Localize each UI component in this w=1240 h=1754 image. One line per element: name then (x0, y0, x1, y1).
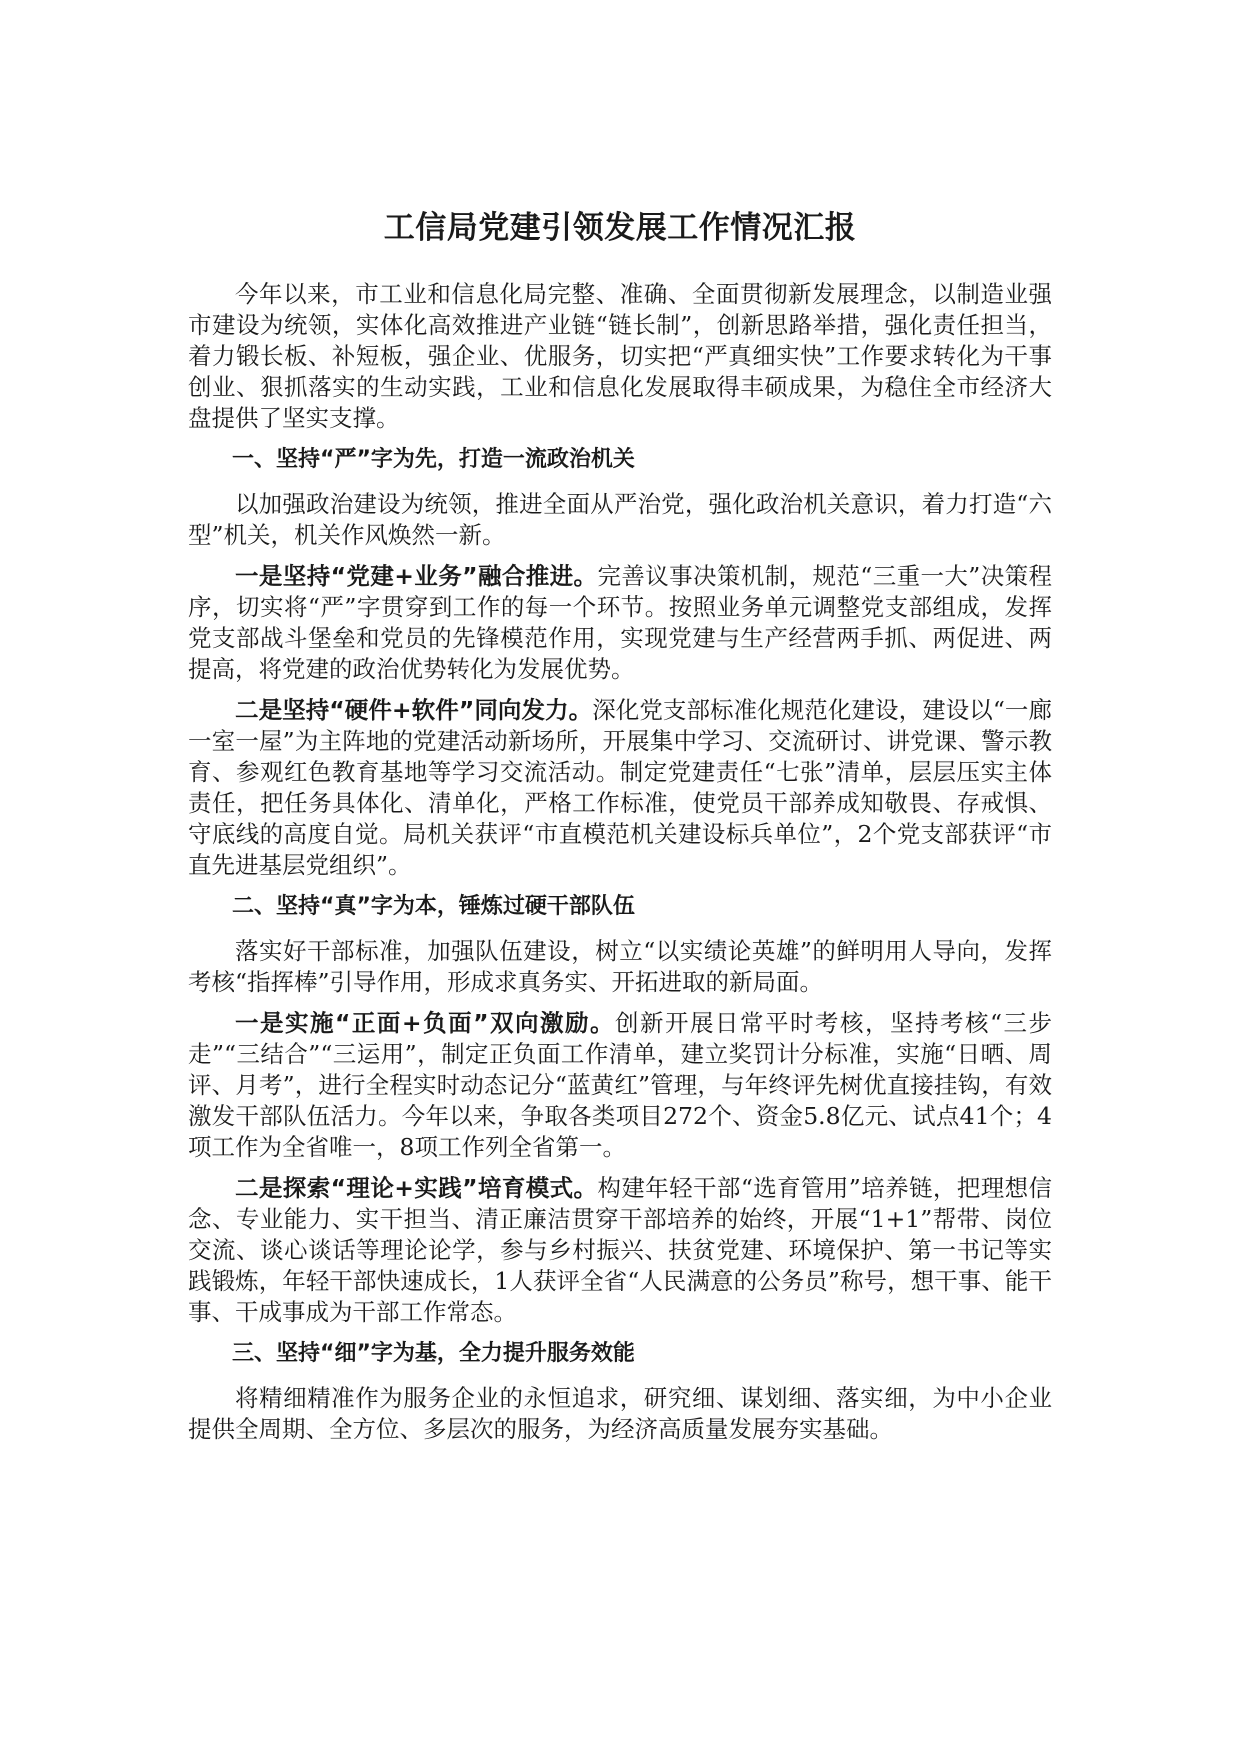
point-text: 深化党支部标准化规范化建设，建设以“一廊一室一屋”为主阵地的党建活动新场所，开展集中学习、交流研讨、讲党课、警示教育、参观红色教育基地等学习交流活动。制定党建责任“七张”清单，层层压实主体责任，把任务具体化、清单化，严格工作标准，使党员干部养成知敬畏、存戒惧、守底线的高度自觉。局机关获评“市直模范机关建设标兵单位”，2个党支部获评“市直先进基层党组织”。 (188, 696, 1052, 879)
section-summary-3: 将精细精准作为服务企业的永恒追求，研究细、谋划细、落实细，为中小企业提供全周期、全方位、多层次的服务，为经济高质量发展夯实基础。 (188, 1384, 1052, 1443)
point-text: 创新开展日常平时考核，坚持考核“三步走”“三结合”“三运用”，制定正负面工作清单，建立奖罚计分标准，实施“日晒、周评、月考”，进行全程实时动态记分“蓝黄红”管理，与年终评先树优直接挂钩，有效激发干部队伍活力。今年以来，争取各类项目272个、资金5.8亿元、试点41个；4项工作为全省唯一，8项工作列全省第一。 (188, 1009, 1052, 1161)
point-lead: 二是探索“理论+实践”培育模式。 (235, 1174, 598, 1202)
point-text: 构建年轻干部“选育管用”培养链，把理想信念、专业能力、实干担当、清正廉洁贯穿干部培养的始终，开展“1+1”帮带、岗位交流、谈心谈话等理论论学，参与乡村振兴、扶贫党建、环境保护、第一书记等实践锻炼，年轻干部快速成长，1人获评全省“人民满意的公务员”称号，想干事、能干事、干成事成为干部工作常态。 (188, 1174, 1052, 1326)
point-lead: 二是坚持“硬件+软件”同向发力。 (235, 696, 593, 724)
section-1-point-1 (188, 561, 1052, 685)
section-heading-3: 三、坚持“细”字为基，全力提升服务效能 (232, 1341, 635, 1366)
section-2-point-1 (188, 1008, 1052, 1163)
intro-paragraph: 今年以来，市工业和信息化局完整、准确、全面贯彻新发展理念，以制造业强市建设为统领，实体化高效推进产业链“链长制”，创新思路举措，强化责任担当，着力锻长板、补短板，强企业、优服务，切实把“严真细实快”工作要求转化为干事创业、狠抓落实的生动实践，工业和信息化发展取得丰硕成果，为稳住全市经济大盘提供了坚实支撑。 (188, 280, 1052, 432)
point-text: 完善议事决策机制，规范“三重一大”决策程序，切实将“严”字贯穿到工作的每一个环节。按照业务单元调整党支部组成，发挥党支部战斗堡垒和党员的先锋模范作用，实现党建与生产经营两手抓、两促进、两提高，将党建的政治优势转化为发展优势。 (188, 562, 1052, 683)
document-page (188, 205, 1052, 1455)
section-1-point-2 (188, 695, 1052, 881)
section-summary-2: 落实好干部标准，加强队伍建设，树立“以实绩论英雄”的鲜明用人导向，发挥考核“指挥棒”引导作用，形成求真务实、开拓进取的新局面。 (188, 937, 1052, 996)
section-heading-2: 二、坚持“真”字为本，锤炼过硬干部队伍 (232, 894, 635, 919)
point-lead: 一是实施“正面+负面”双向激励。 (235, 1009, 616, 1037)
section-heading-1: 一、坚持“严”字为先，打造一流政治机关 (232, 447, 635, 472)
point-lead: 一是坚持“党建+业务”融合推进。 (235, 562, 598, 590)
document-title: 工信局党建引领发展工作情况汇报 (383, 210, 857, 246)
section-summary-1: 以加强政治建设为统领，推进全面从严治党，强化政治机关意识，着力打造“六型”机关，机关作风焕然一新。 (188, 490, 1052, 549)
section-2-point-2 (188, 1173, 1052, 1328)
